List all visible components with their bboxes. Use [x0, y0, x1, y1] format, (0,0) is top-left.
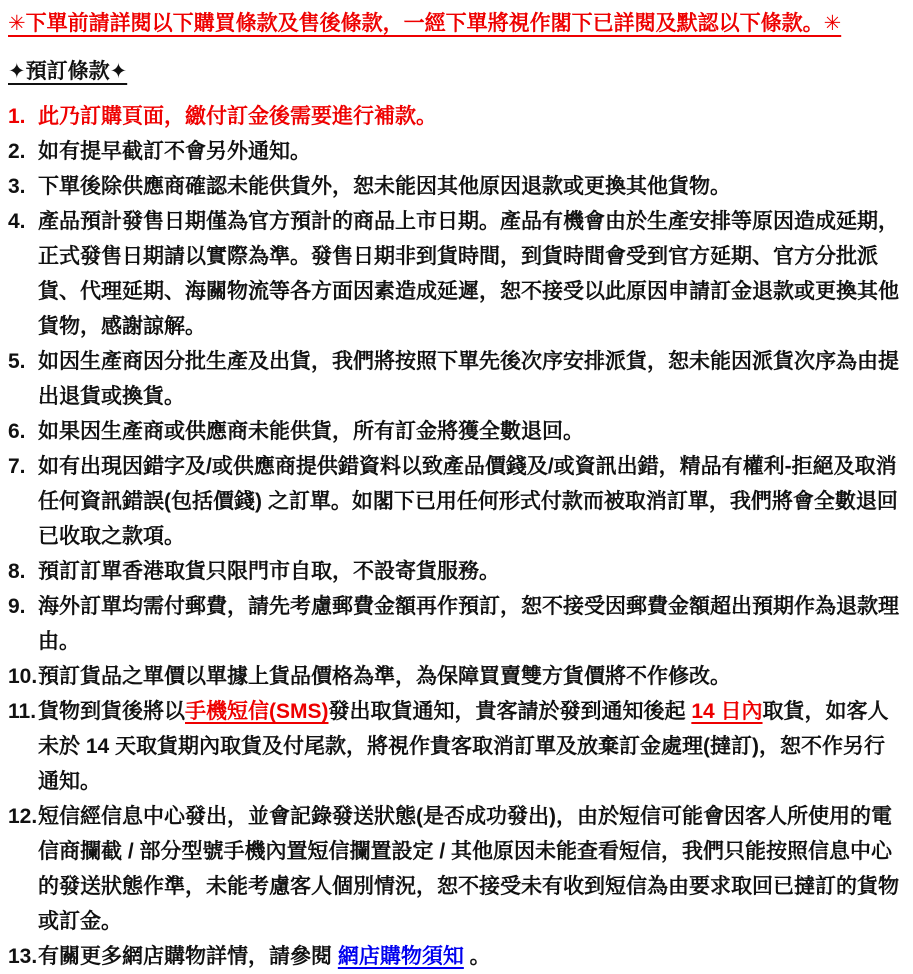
term-number: 13.: [8, 945, 38, 968]
term-text: 預訂貨品之單價以單據上貨品價格為準，為保障買賣雙方貨價將不作修改。: [38, 665, 731, 688]
term-number: 7.: [8, 455, 26, 478]
term-text: 短信經信息中心發出，並會記錄發送狀態(是否成功發出)，由於短信可能會因客人所使用的電信商攔截 / 部分型號手機內置短信攔置設定 / 其他原因未能查看短信，我們只能按照信息中心的發送狀態作準，未能考慮客人個別情況，恕不接受未有收到短信為由要求取回已撻訂的貨物或訂金。: [38, 805, 899, 933]
section-heading-row: [8, 42, 905, 89]
term-number: 6.: [8, 420, 26, 443]
term-text: 有關更多網店購物詳情，請參閱: [38, 945, 338, 968]
term-text: 手機短信(SMS): [185, 700, 329, 723]
term-item: [8, 659, 905, 694]
term-text: 發出取貨通知，貴客請於發到通知後起: [328, 700, 692, 723]
term-number: 4.: [8, 210, 26, 233]
section-title: ✦預訂條款✦: [8, 60, 128, 83]
term-text: 取貨，如客人未於 14 天取貨期內取貨及付尾款，將視作貴客取消訂單及放棄訂金處理(撻訂)，恕不作另行通知。: [38, 700, 889, 793]
term-number: 2.: [8, 140, 26, 163]
term-item: [8, 799, 905, 939]
term-item: [8, 99, 905, 134]
term-number: 9.: [8, 595, 26, 618]
term-text: 貨物到貨後將以: [38, 700, 185, 723]
term-text: 產品預計發售日期僅為官方預計的商品上市日期。產品有機會由於生產安排等原因造成延期，正式發售日期請以實際為準。發售日期非到貨時間，到貨時間會受到官方延期、官方分批派貨、代理延期、海關物流等各方面因素造成延遲，恕不接受以此原因申請訂金退款或更換其他貨物，感謝諒解。: [38, 210, 899, 338]
term-text: 如果因生產商或供應商未能供貨，所有訂金將獲全數退回。: [38, 420, 584, 443]
term-text: 14 日內: [691, 700, 763, 723]
shop-guide-link[interactable]: 網店購物須知: [337, 945, 464, 968]
term-number: 1.: [8, 105, 26, 128]
term-item: [8, 449, 905, 554]
term-text: 預訂訂單香港取貨只限門市自取，不設寄貨服務。: [38, 560, 500, 583]
term-number: 3.: [8, 175, 26, 198]
term-item: [8, 554, 905, 589]
term-text: 海外訂單均需付郵費，請先考慮郵費金額再作預訂，恕不接受因郵費金額超出預期作為退款理由。: [38, 595, 899, 653]
term-text: 如有提早截訂不會另外通知。: [38, 140, 311, 163]
term-item: [8, 344, 905, 414]
term-number: 11.: [8, 700, 37, 723]
term-item: [8, 169, 905, 204]
term-text: 此乃訂購頁面，繳付訂金後需要進行補款。: [38, 105, 437, 128]
term-number: 10.: [8, 665, 38, 688]
term-item: [8, 939, 905, 974]
term-item: [8, 134, 905, 169]
term-text: 如有出現因錯字及/或供應商提供錯資料以致產品價錢及/或資訊出錯，精品有權利-拒絕及取消任何資訊錯誤(包括價錢) 之訂單。如閣下已用任何形式付款而被取消訂單，我們將會全數退回已收取之款項。: [38, 455, 898, 548]
term-item: [8, 694, 905, 799]
term-text: 下單後除供應商確認未能供貨外，恕未能因其他原因退款或更換其他貨物。: [38, 175, 731, 198]
term-text: 。: [463, 945, 491, 968]
term-item: [8, 204, 905, 344]
term-text: 如因生產商因分批生產及出貨，我們將按照下單先後次序安排派貨，恕未能因派貨次序為由提出退貨或換貨。: [38, 350, 899, 408]
term-item: [8, 414, 905, 449]
purchase-notice-banner: ✳下單前請詳閱以下購買條款及售後條款，一經下單將視作閣下已詳閱及默認以下條款。✳: [8, 12, 842, 35]
terms-list: [8, 99, 905, 974]
term-number: 5.: [8, 350, 26, 373]
term-item: [8, 589, 905, 659]
term-number: 8.: [8, 560, 26, 583]
term-number: 12.: [8, 805, 38, 828]
